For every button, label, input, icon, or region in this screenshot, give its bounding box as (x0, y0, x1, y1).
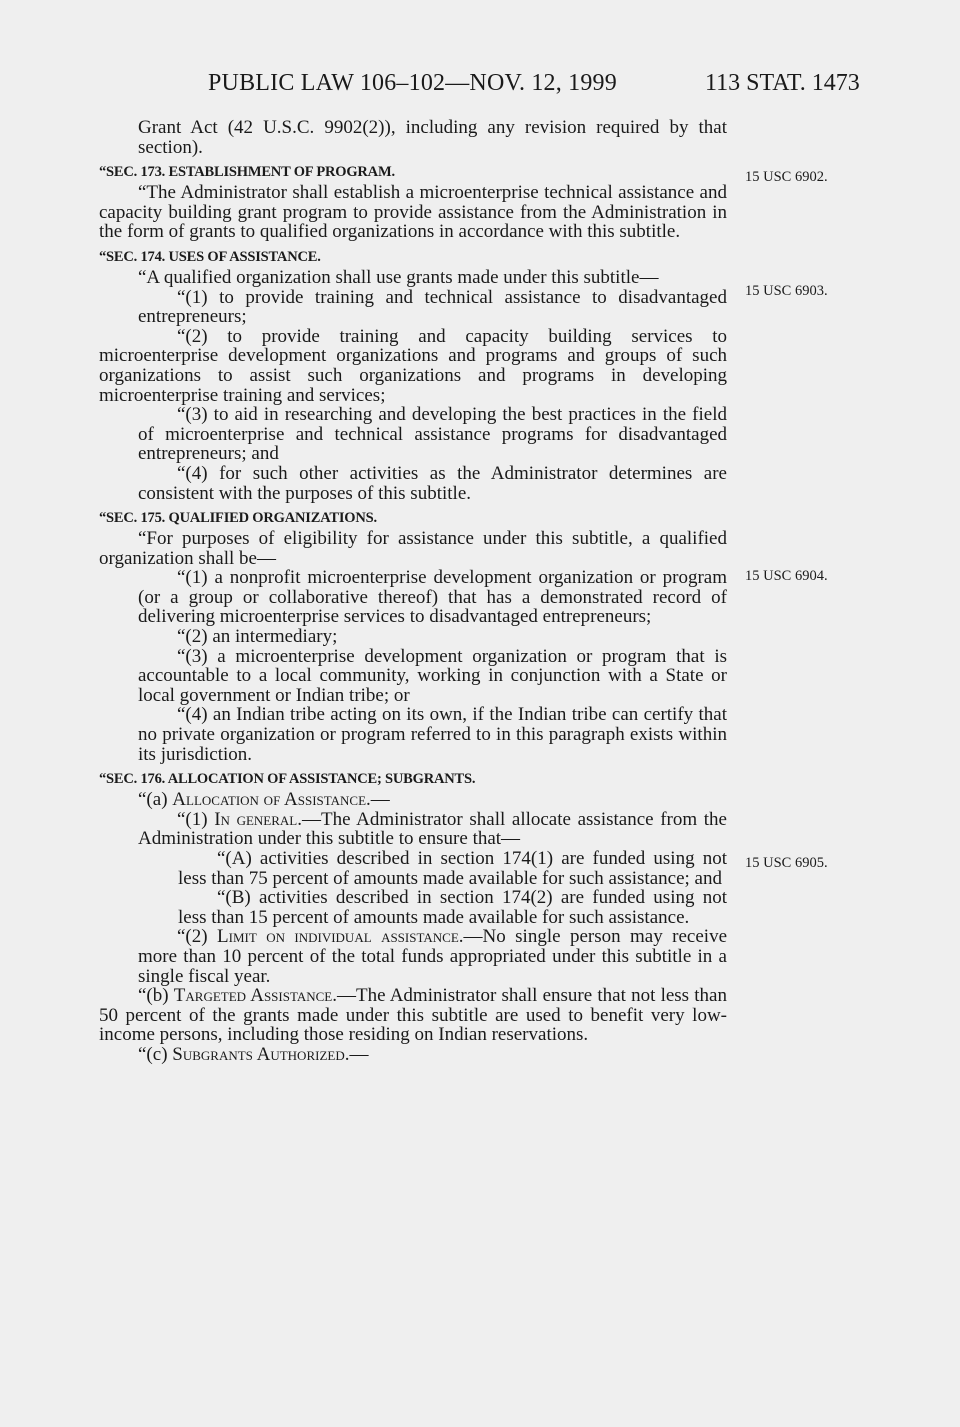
margin-note-6904: 15 USC 6904. (745, 568, 828, 584)
intro-paragraph: Grant Act (42 U.S.C. 9902(2)), including any revision required by that section). (138, 117, 727, 158)
sec-176-c-dash: .— (344, 1043, 369, 1065)
sec-174-item-3: “(3) to aid in researching and developing the best practices in the field of microenterprise and technical assistance programs for disadvantaged entrepreneurs; and (138, 404, 727, 465)
sec-176-p1-text: .—The Administrator shall allocate assistance from the Administration under this subtitle to ensure that— (138, 808, 727, 850)
sec-176-a-2 (99, 927, 727, 986)
sec-175-lead: “For purposes of eligibility for assistance under this subtitle, a qualified organization shall be— (99, 528, 727, 569)
sec-176-b-open: “(b) (138, 985, 174, 1007)
sec-175-heading: “SEC. 175. QUALIFIED ORGANIZATIONS. (99, 510, 377, 527)
sec-174-item-1: “(1) to provide training and technical assistance to disadvantaged entrepreneurs; (138, 286, 727, 328)
sec-174-heading: “SEC. 174. USES OF ASSISTANCE. (99, 248, 321, 265)
sec-176-b-text: .—The Administrator shall ensure that not less than 50 percent of the grants made under this subtitle are used to benefit very low-income persons, including those residing on Indian reservations. (99, 985, 727, 1046)
sec-176-p2-text: .—No single person may receive more than 10 percent of the total funds appropriated under this subtitle in a single fiscal year. (138, 926, 727, 987)
sec-173-heading: “SEC. 173. ESTABLISHMENT OF PROGRAM. (99, 164, 395, 181)
sec-175-item-2: “(2) an intermediary; (177, 626, 338, 648)
sec-176-a-title: Allocation of Assistance (172, 789, 367, 811)
sec-174-item-2: “(2) to provide training and capacity building services to microenterprise development organizations and programs and groups of such organizations to assist such organizations and programs in developing microenterprise training and services; (99, 325, 727, 406)
sec-175-item-3: “(3) a microenterprise development organization or program that is accountable to a local community, working in conjunction with a State or local government or Indian tribe; or (138, 645, 727, 706)
sec-176-p2-open: “(2) (177, 926, 218, 948)
sec-174-lead: “A qualified organization shall use grants made under this subtitle— (138, 266, 659, 288)
sec-176-a-dash: .— (366, 789, 390, 811)
margin-note-6903: 15 USC 6903. (745, 283, 828, 299)
sec-176-b-title: Targeted Assistance (173, 985, 333, 1007)
sec-175-item-1: “(1) a nonprofit microenterprise development organization or program (or a group or collaborative thereof) that has a demonstrated record of delivering microenterprise services to disadvantaged entrepreneurs; (138, 567, 727, 628)
sec-176-a-1-B: “(B) activities described in section 174(2) are funded using not less than 15 percent of amounts made available for such assistance. (178, 887, 727, 928)
sec-174-item-4: “(4) for such other activities as the Administrator determines are consistent with the purposes of this subtitle. (138, 462, 727, 504)
running-header-law: PUBLIC LAW 106–102—NOV. 12, 1999 (208, 70, 617, 96)
sec-176-a-open: “(a) (138, 789, 173, 811)
margin-note-6905: 15 USC 6905. (745, 855, 828, 871)
sec-176-a-heading (99, 790, 727, 810)
sec-176-heading: “SEC. 176. ALLOCATION OF ASSISTANCE; SUBGRANTS. (99, 771, 476, 788)
sec-176-a-1-A: “(A) activities described in section 174(1) are funded using not less than 75 percent of amounts made available for such assistance; and (178, 848, 727, 889)
sec-176-c-open: “(c) (138, 1043, 173, 1065)
sec-176-a-1 (99, 810, 727, 849)
sec-176-c-title: Subgrants Authorized (172, 1043, 345, 1065)
sec-173-text: “The Administrator shall establish a microenterprise technical assistance and capacity building grant program to provide assistance from the Administration in the form of grants to qualified organizations in accordance with this subtitle. (99, 182, 727, 243)
running-header-stat: 113 STAT. 1473 (705, 70, 860, 96)
body-text (99, 118, 727, 1065)
sec-176-p1-open: “(1) (177, 808, 215, 830)
sec-176-c (99, 1045, 727, 1065)
sec-176-p2-title: Limit on individual assistance (217, 926, 459, 948)
sec-176-b (99, 986, 727, 1045)
sec-176-p1-title: In general (214, 808, 298, 830)
sec-175-item-4: “(4) an Indian tribe acting on its own, if the Indian tribe can certify that no private organization or program referred to in this paragraph exists within its jurisdiction. (138, 704, 727, 765)
margin-note-6902: 15 USC 6902. (745, 169, 828, 185)
